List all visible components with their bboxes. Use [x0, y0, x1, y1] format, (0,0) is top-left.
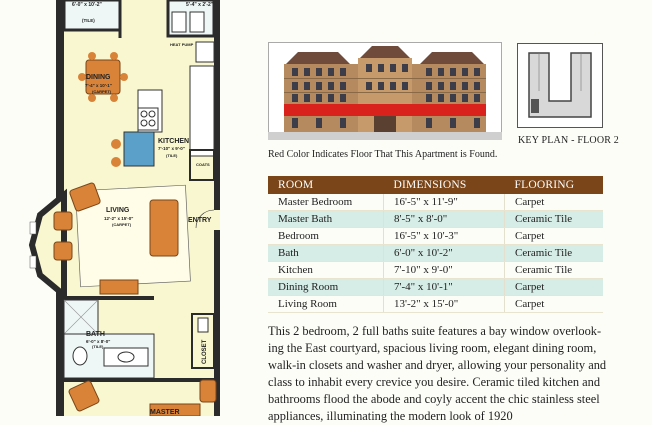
room-specs-table	[268, 176, 603, 313]
description-line: bathrooms flood the abode and coyly accent the chic stainless steel	[268, 392, 600, 406]
top-room-floor: (TILE)	[82, 18, 95, 23]
table-row	[268, 245, 603, 262]
entry-label: ENTRY	[188, 217, 212, 224]
sofa	[150, 200, 178, 256]
table-row	[268, 279, 603, 296]
key-plan-caption: KEY PLAN - FLOOR 2	[518, 135, 620, 146]
dimensions-cell: 6'-0" x 10'-2"	[384, 245, 505, 262]
table-row	[268, 228, 603, 245]
heat-pump-label: HEAT PUMP	[170, 42, 194, 47]
flooring-cell: Carpet	[505, 194, 604, 211]
description-line: ing the East courtyard, spacious living room, elegant dining room,	[268, 341, 597, 355]
highlighted-floor	[284, 104, 486, 116]
apartment-description	[268, 323, 613, 425]
dimensions-cell: 16'-5" x 11'-9"	[384, 194, 505, 211]
living-floor: (CARPET)	[112, 222, 132, 227]
flooring-cell: Carpet	[505, 296, 604, 313]
description-line: walk-in closets and washer and dryer, allowing your personality and	[268, 358, 607, 372]
coats-label: COATS	[196, 162, 210, 167]
room-cell: Master Bath	[268, 211, 384, 228]
bath-dims: 6'-0" x 8'-0"	[86, 339, 111, 344]
kitchen-label: KITCHEN	[158, 138, 190, 145]
floor-plan	[0, 0, 240, 416]
key-plan	[517, 43, 603, 128]
flooring-cell: Ceramic Tile	[505, 262, 604, 279]
table-row	[268, 296, 603, 313]
table-row	[268, 262, 603, 279]
dimensions-cell: 7'-4" x 10'-1"	[384, 279, 505, 296]
top-room-dims: 6'-0" x 10'-2"	[72, 2, 102, 8]
flooring-cell: Carpet	[505, 228, 604, 245]
flooring-cell: Carpet	[505, 279, 604, 296]
top-right-dims: 5'-4" x 2'-2"	[186, 2, 214, 8]
description-line: This 2 bedroom, 2 full baths suite features a bay window overlook-	[268, 324, 602, 338]
dining-label: DINING	[86, 74, 111, 81]
dining-floor: (CARPET)	[92, 89, 112, 94]
table-row	[268, 211, 603, 228]
dimensions-cell: 16'-5" x 10'-3"	[384, 228, 505, 245]
bath-floor: (TILE)	[92, 344, 104, 349]
elevation-caption: Red Color Indicates Floor That This Apartment is Found.	[268, 149, 498, 160]
living-label: LIVING	[106, 207, 130, 214]
header-room: ROOM	[268, 176, 384, 194]
room-cell: Bedroom	[268, 228, 384, 245]
flooring-cell: Ceramic Tile	[505, 245, 604, 262]
flooring-cell: Ceramic Tile	[505, 211, 604, 228]
room-cell: Master Bedroom	[268, 194, 384, 211]
closet-label: CLOSET	[202, 339, 208, 364]
dimensions-cell: 8'-5" x 8'-0"	[384, 211, 505, 228]
kitchen-floor: (TILE)	[166, 153, 178, 158]
dining-dims: 7'-4" x 10'-1"	[85, 83, 112, 88]
master-label: MASTER	[150, 409, 180, 416]
header-dimensions: DIMENSIONS	[384, 176, 505, 194]
key-plan-apartment	[531, 99, 539, 113]
room-cell: Dining Room	[268, 279, 384, 296]
room-cell: Bath	[268, 245, 384, 262]
dimensions-cell: 7'-10" x 9'-0"	[384, 262, 505, 279]
table-header-row	[268, 176, 603, 194]
bath-label: BATH	[86, 331, 105, 338]
building-elevation	[268, 42, 502, 140]
table-row	[268, 194, 603, 211]
room-cell: Living Room	[268, 296, 384, 313]
dimensions-cell: 13'-2" x 15'-0"	[384, 296, 505, 313]
description-line: appliances, illuminating the modern look of 1920	[268, 409, 513, 423]
header-flooring: FLOORING	[505, 176, 604, 194]
living-dims: 12'-2" x 15'-0"	[104, 216, 134, 221]
room-cell: Kitchen	[268, 262, 384, 279]
description-line: class to inhabit every crevice you desire. Ceramic tiled kitchen and	[268, 375, 601, 389]
kitchen-dims: 7'-10" x 9'-0"	[158, 146, 185, 151]
